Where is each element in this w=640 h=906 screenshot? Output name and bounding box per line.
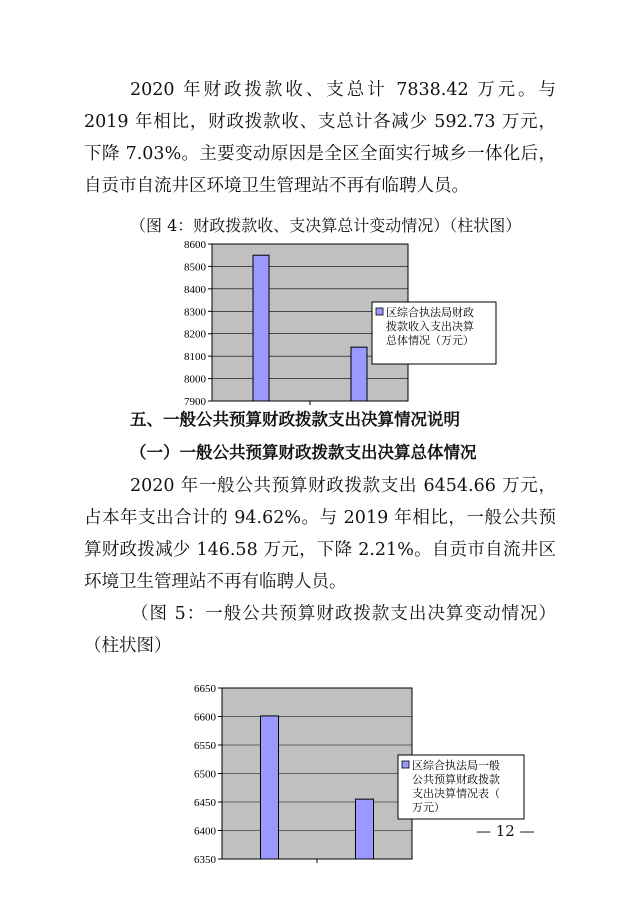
bar-2020 [356,799,374,859]
y-tick-label: 6400 [194,825,216,838]
y-tick-label: 6550 [194,740,216,752]
legend-label: 区综合执法局财政拨款收入支出决算总体情况（万元） [386,307,474,347]
figure4-caption: （图 4：财政拨款收、支决算总计变动情况）（柱状图） [130,216,522,235]
bar-2020 [351,347,367,401]
legend-swatch [376,308,383,315]
page-number: — 12 — [476,822,535,840]
legend-label: 区综合执法局一般公共预算财政拨款支出决算情况表（万元） [412,760,500,814]
y-tick-label: 8100 [184,351,206,364]
y-tick-label: 6350 [194,854,216,866]
y-tick-label: 6500 [194,768,216,781]
y-tick-label: 8300 [184,306,206,319]
y-tick-label: 8000 [184,373,206,386]
y-tick-label: 7900 [184,396,206,408]
y-tick-label: 6600 [194,711,216,724]
y-tick-label: 8600 [184,239,206,251]
section5-heading: 五、一般公共预算财政拨款支出决算情况说明 [130,410,460,429]
y-tick-label: 6650 [194,683,216,695]
bar-2019 [253,255,269,401]
chart-figure4 [168,238,508,408]
paragraph-section4: 2020 年财政拨款收、支总计 7838.42 万元。与 2019 年相比，财政拨款收、支总计各减少 592.73 万元，下降 7.03%。主要变动原因是全区全面实行城乡一体化后，自贡市自流井区环境卫生管理站不再有临聘人员。 [84,80,556,196]
y-tick-label: 8500 [184,261,206,274]
y-tick-label: 8200 [184,328,206,341]
legend-swatch [402,761,409,768]
figure5-caption: （图 5：一般公共预算财政拨款支出决算变动情况）（柱状图） [84,604,556,656]
y-tick-label: 8400 [184,283,206,296]
paragraph-section5: 2020 年一般公共预算财政拨款支出 6454.66 万元，占本年支出合计的 94.62%。与 2019 年相比，一般公共预算财政拨减少 146.58 万元，下降 2.21%。自贡市自流井区环境卫生管理站不再有临聘人员。 [84,476,556,592]
y-tick-label: 6450 [194,797,216,809]
section5-subheading: （一）一般公共预算财政拨款支出决算总体情况 [130,443,477,462]
bar-2019 [261,716,279,859]
